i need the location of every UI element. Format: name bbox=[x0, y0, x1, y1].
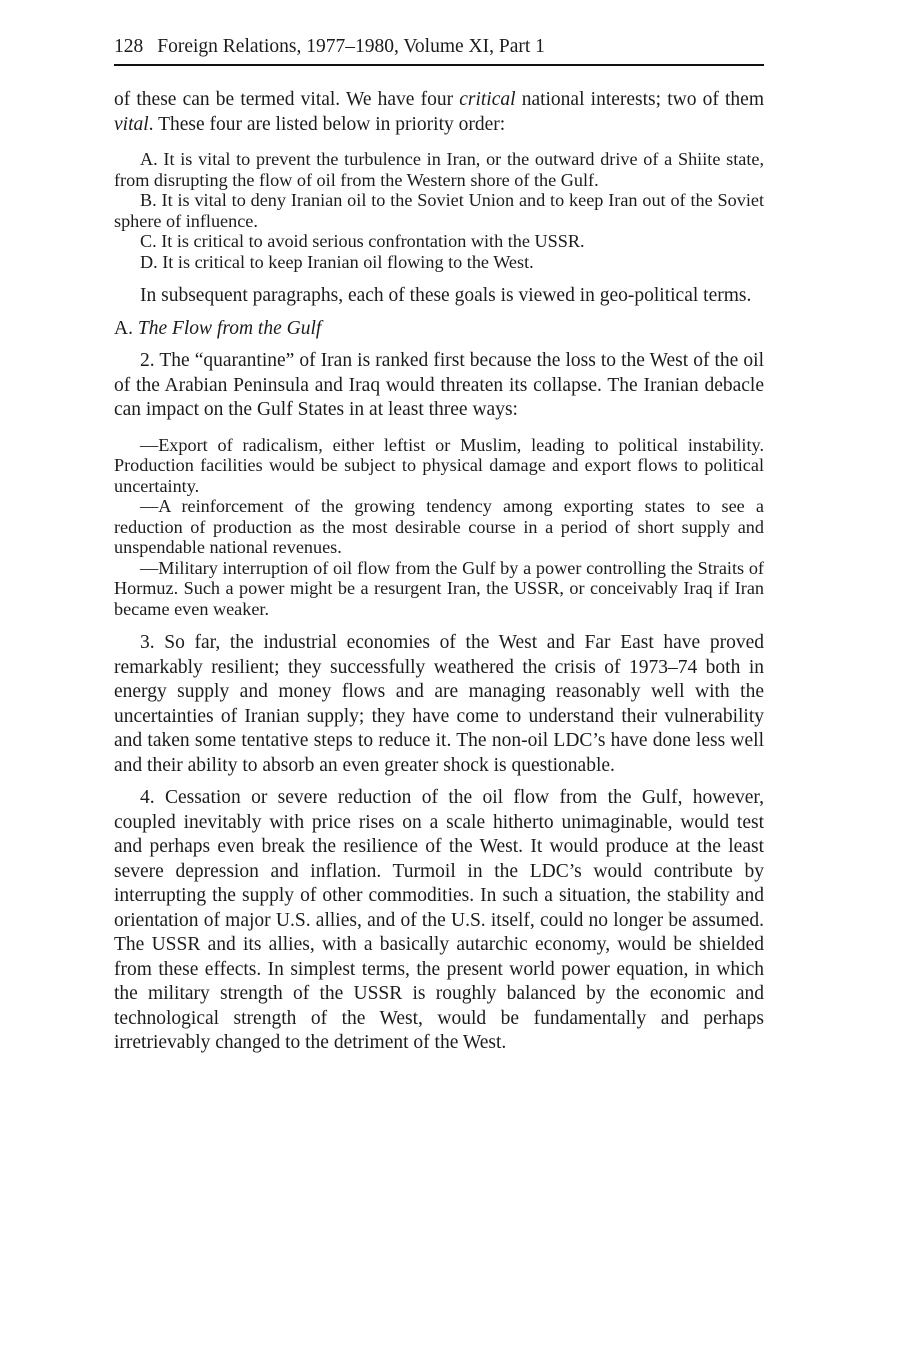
bullet-radicalism: —Export of radicalism, either leftist or Muslim, leading to political instability. Production facilities would be subject to physical damage and export flows to political uncertainty. bbox=[114, 434, 764, 496]
page-number: 128 bbox=[114, 36, 144, 57]
bullet-military: —Military interruption of oil flow from the Gulf by a power controlling the Straits of Hormuz. Such a power might be a resurgent Iran, the USSR, or conceivably Iraq if Iran became even weaker. bbox=[114, 557, 764, 619]
list-item-a: A. It is vital to prevent the turbulence in Iran, or the outward drive of a Shiite state, from disrupting the flow of oil from the Western shore of the Gulf. bbox=[114, 149, 764, 190]
paragraph-4: 4. Cessation or severe reduction of the oil flow from the Gulf, however, coupled inevitably with price rises on a scale hitherto unimaginable, would test and perhaps even break the resilience of the West. It would produce at the least severe depression and inflation. Turmoil in the LDC’s would contribute by interrupting the supply of other commodities. In such a situation, the stability and orientation of major U.S. allies, and of the U.S. itself, could no longer be assumed. The USSR and its allies, with a basically autarchic economy, would be shielded from these effects. In simplest terms, the present world power equation, in which the military strength of the USSR is roughly balanced by the economic and technological strength of the West, would be fundamentally and perhaps irretrievably changed to the detriment of the West. bbox=[114, 787, 764, 1053]
subsequent-paragraph: In subsequent paragraphs, each of these goals is viewed in geo-political terms. bbox=[140, 285, 752, 306]
interest-list bbox=[114, 149, 764, 272]
running-title: Foreign Relations, 1977–1980, Volume XI, Part 1 bbox=[157, 36, 545, 57]
list-item-c: C. It is critical to avoid serious confrontation with the USSR. bbox=[140, 231, 585, 251]
running-header bbox=[114, 36, 764, 66]
document-page bbox=[114, 36, 764, 1056]
list-item-d: D. It is critical to keep Iranian oil flowing to the West. bbox=[140, 251, 534, 272]
bullet-reinforcement: —A reinforcement of the growing tendency among exporting states to see a reduction of production as the most desirable course in a period of short supply and unspendable national revenues. bbox=[114, 496, 764, 557]
impact-list bbox=[114, 435, 764, 620]
list-item-b: B. It is vital to deny Iranian oil to the Soviet Union and to keep Iran out of the Soviet sphere of influence. bbox=[114, 190, 764, 231]
paragraph-2: 2. The “quarantine” of Iran is ranked first because the loss to the West of the oil of the Arabian Peninsula and Iraq would threaten its collapse. The Iranian debacle can impact on the Gulf States in at least three ways: bbox=[114, 350, 764, 420]
paragraph-3: 3. So far, the industrial economies of the West and Far East have proved remarkably resilient; they successfully weathered the crisis of 1973–74 both in energy supply and money flows and are managing reasonably well with the uncertainties of Iranian supply; they have come to understand their vulnerability and taken some tentative steps to reduce it. The non-oil LDC’s have done less well and their ability to absorb an even greater shock is questionable. bbox=[114, 632, 764, 776]
intro-paragraph: of these can be termed vital. We have four critical national interests; two of them vital. These four are listed below in priority order: bbox=[114, 89, 764, 135]
section-heading: A. The Flow from the Gulf bbox=[114, 317, 322, 339]
